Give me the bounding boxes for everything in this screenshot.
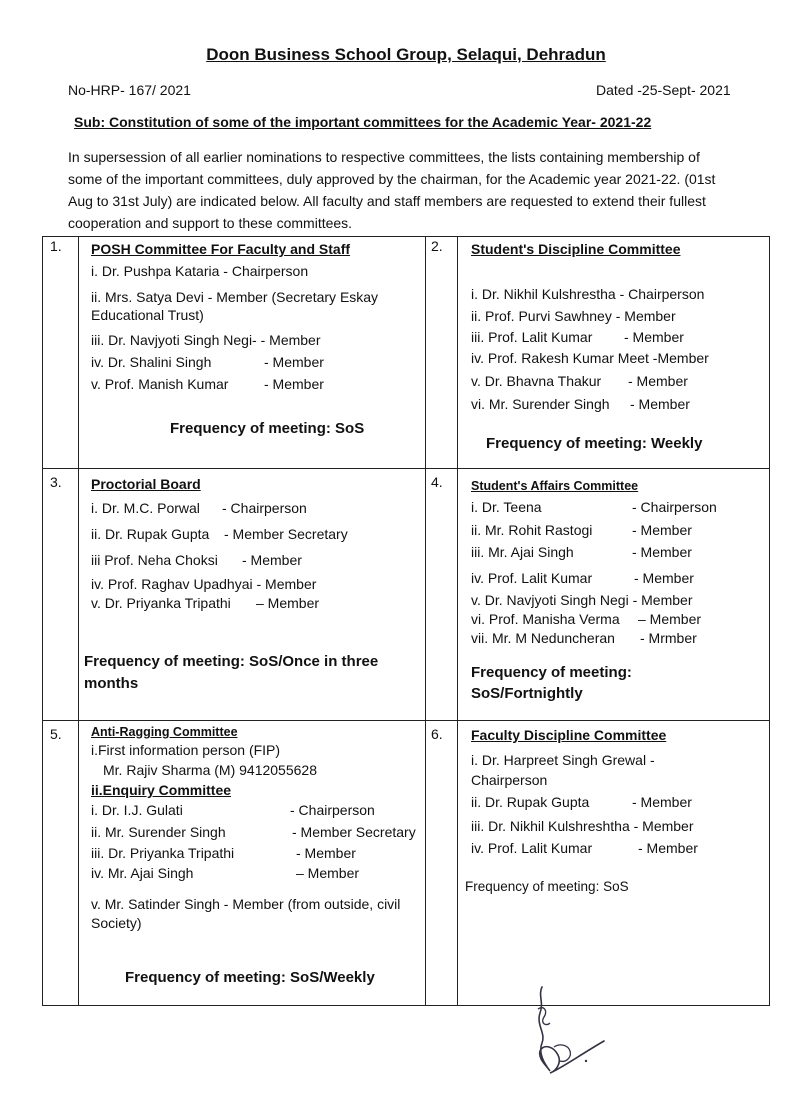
committee-title: Proctorial Board [91, 476, 201, 492]
member-line-continued: Chairperson [471, 772, 548, 788]
member-role: - Member [632, 794, 692, 810]
member-role: - Chairperson [632, 499, 717, 515]
member-line: i. Dr. Nikhil Kulshrestha - Chairperson [471, 286, 705, 302]
member-name: iv. Dr. Shalini Singh [91, 354, 212, 370]
member-line: ii. Mrs. Satya Devi - Member (Secretary Eskay [91, 289, 379, 305]
committee-title: Faculty Discipline Committee [471, 727, 667, 743]
member-name: v. Dr. Bhavna Thakur [471, 373, 602, 389]
intro-paragraph: In supersession of all earlier nominations to respective committees, the lists containing membership of some of the important committees, duly approved by the chairman, for the Academic year 2021-22. (01st Aug to 31st July) are indicated below. All faculty and staff members are requested to extend their fullest cooperation and support to these committees. [68, 149, 716, 231]
member-name: vi. Mr. Surender Singh [471, 396, 610, 412]
document-date: Dated -25-Sept- 2021 [596, 82, 731, 98]
member-role: - Mrmber [640, 630, 697, 646]
member-role: - Member [242, 552, 302, 568]
member-name: ii. Dr. Rupak Gupta [91, 526, 210, 542]
member-role: - Member [630, 396, 690, 412]
meeting-frequency-continued: SoS/Fortnightly [471, 685, 583, 702]
committee-title: Student's Affairs Committee [471, 479, 639, 493]
meeting-frequency: Frequency of meeting: [471, 664, 632, 681]
member-line: iv. Prof. Rakesh Kumar Meet -Member [471, 350, 709, 366]
member-role: - Member [624, 329, 684, 345]
member-name: i. Dr. I.J. Gulati [91, 802, 183, 818]
member-line-continued: Society) [91, 915, 142, 931]
member-name: v. Prof. Manish Kumar [91, 376, 229, 392]
member-role: - Member [264, 376, 324, 392]
committee-number: 4. [431, 474, 443, 490]
meeting-frequency: Frequency of meeting: SoS [170, 420, 365, 437]
fip-person: Mr. Rajiv Sharma (M) 9412055628 [103, 762, 317, 778]
member-role: – Member [256, 595, 320, 611]
member-role: – Member [296, 865, 360, 881]
enquiry-committee-title: ii.Enquiry Committee [91, 782, 232, 798]
member-line: i. Dr. Pushpa Kataria - Chairperson [91, 263, 309, 279]
table-row-divider [42, 468, 770, 469]
member-role: - Member [638, 840, 698, 856]
table-column-divider [78, 236, 79, 1006]
member-role: - Member [628, 373, 688, 389]
member-line: iii. Dr. Navjyoti Singh Negi- - Member [91, 332, 321, 348]
member-role: - Member [632, 522, 692, 538]
member-name: iii. Prof. Lalit Kumar [471, 329, 593, 345]
table-column-divider [457, 236, 458, 1006]
committee-number: 5. [50, 726, 62, 742]
member-name: ii. Dr. Rupak Gupta [471, 794, 590, 810]
member-role: - Member [296, 845, 356, 861]
committee-number: 2. [431, 238, 443, 254]
member-name: iii. Dr. Priyanka Tripathi [91, 845, 235, 861]
member-line: v. Dr. Navjyoti Singh Negi - Member [471, 592, 693, 608]
meeting-frequency-continued: months [84, 675, 139, 692]
committee-title: Student's Discipline Committee [471, 241, 681, 257]
committee-title: POSH Committee For Faculty and Staff [91, 241, 351, 257]
member-name: i. Dr. Teena [471, 499, 542, 515]
meeting-frequency: Frequency of meeting: SoS [465, 879, 629, 894]
committee-number: 3. [50, 474, 62, 490]
subject-text: Constitution of some of the important committees for the Academic Year- 2021-22 [105, 114, 652, 130]
member-role: - Member Secretary [292, 824, 416, 840]
member-line: iii. Dr. Nikhil Kulshreshtha - Member [471, 818, 694, 834]
signature [520, 985, 630, 1080]
committee-number: 6. [431, 726, 443, 742]
member-role: - Chairperson [290, 802, 375, 818]
member-role: - Chairperson [222, 500, 307, 516]
member-name: iii Prof. Neha Choksi [91, 552, 218, 568]
member-role: - Member [264, 354, 324, 370]
member-name: iii. Mr. Ajai Singh [471, 544, 574, 560]
member-role: – Member [638, 611, 702, 627]
meeting-frequency: Frequency of meeting: SoS/Weekly [125, 969, 375, 986]
member-line: ii. Prof. Purvi Sawhney - Member [471, 308, 676, 324]
table-column-divider [425, 236, 426, 1006]
member-name: iv. Mr. Ajai Singh [91, 865, 194, 881]
member-line: v. Mr. Satinder Singh - Member (from outside, civil [91, 896, 401, 912]
subject-line [74, 114, 651, 130]
subject-label: Sub: [74, 114, 106, 130]
meeting-frequency: Frequency of meeting: SoS/Once in three [84, 653, 379, 670]
member-role: - Member [632, 544, 692, 560]
table-row-divider [42, 720, 770, 721]
table-border-right [769, 236, 770, 1006]
document-title: Doon Business School Group, Selaqui, Dehradun [206, 45, 606, 64]
member-name: iv. Prof. Lalit Kumar [471, 840, 593, 856]
member-name: ii. Mr. Rohit Rastogi [471, 522, 593, 538]
member-name: ii. Mr. Surender Singh [91, 824, 226, 840]
member-line: iv. Prof. Raghav Upadhyai - Member [91, 576, 317, 592]
fip-label: i.First information person (FIP) [91, 742, 281, 758]
member-name: vi. Prof. Manisha Verma [471, 611, 620, 627]
member-name: vii. Mr. M Neduncheran [471, 630, 615, 646]
member-name: v. Dr. Priyanka Tripathi [91, 595, 231, 611]
reference-number: No-HRP- 167/ 2021 [68, 82, 191, 98]
committee-number: 1. [50, 238, 62, 254]
table-border-left [42, 236, 43, 1006]
member-line: i. Dr. Harpreet Singh Grewal - [471, 752, 655, 768]
table-border-top [42, 236, 770, 237]
committee-title: Anti-Ragging Committee [91, 725, 238, 739]
table-border-bottom [42, 1005, 770, 1006]
member-line: Educational Trust) [91, 307, 204, 323]
member-role: - Member [634, 570, 694, 586]
member-name: i. Dr. M.C. Porwal [91, 500, 200, 516]
member-name: iv. Prof. Lalit Kumar [471, 570, 593, 586]
meeting-frequency: Frequency of meeting: Weekly [486, 435, 703, 452]
member-role: - Member Secretary [224, 526, 348, 542]
